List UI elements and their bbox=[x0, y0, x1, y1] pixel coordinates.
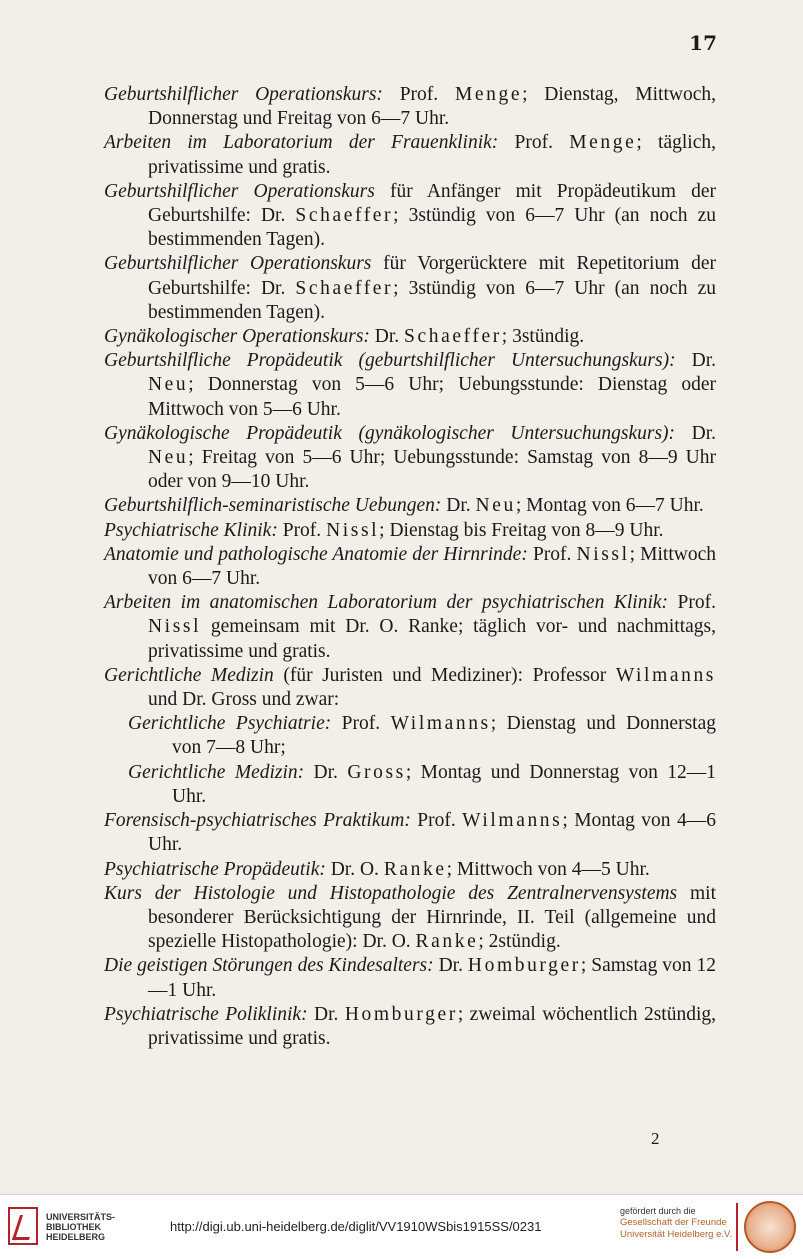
lecturer-name: Schaeffer bbox=[295, 205, 394, 227]
course-title: Arbeiten im anatomischen Laboratorium der psychiatrischen Klinik: bbox=[104, 592, 669, 614]
sponsor-name-line: Universität Heidelberg e.V. bbox=[620, 1229, 733, 1240]
course-subentry bbox=[128, 712, 716, 760]
library-name-line: UNIVERSITÄTS- bbox=[46, 1212, 116, 1222]
library-name-line: HEIDELBERG bbox=[46, 1232, 106, 1242]
course-schedule: ; 3stündig von 6—7 Uhr (an noch zu bestimmenden Tagen). bbox=[148, 205, 716, 251]
course-schedule: ; Samstag von 12—1 Uhr. bbox=[148, 955, 716, 1001]
course-schedule: ; Donnerstag von 5—6 Uhr; Uebungsstunde: Dienstag oder Mittwoch von 5—6 Uhr. bbox=[148, 374, 716, 420]
course-details: für Anfänger mit Propädeutikum der Geburtshilfe: Dr. bbox=[148, 180, 716, 227]
course-title: Psychiatrische Poliklinik: bbox=[104, 1003, 308, 1025]
course-entry bbox=[104, 180, 716, 253]
course-entry bbox=[104, 252, 716, 325]
course-schedule: ; Montag von 6—7 Uhr. bbox=[515, 495, 704, 517]
lecturer-name: Schaeffer bbox=[295, 277, 394, 299]
course-details: Prof. bbox=[527, 543, 577, 565]
signature-mark: 2 bbox=[651, 1129, 660, 1148]
course-entry bbox=[104, 858, 716, 882]
course-title: Gerichtliche Medizin: bbox=[128, 761, 305, 783]
lecturer-name: Gross bbox=[347, 761, 406, 783]
lecturer-name: Homburger bbox=[344, 1003, 458, 1025]
course-details: Prof. bbox=[410, 810, 463, 832]
course-schedule: ; täglich, privatissime und gratis. bbox=[148, 132, 716, 178]
course-title: Gynäkologischer Operationskurs: bbox=[104, 326, 370, 348]
course-details: Prof. bbox=[382, 84, 455, 105]
course-subentry bbox=[128, 761, 716, 809]
course-title: Kurs der Histologie und Histopathologie des Zentralnervensystems bbox=[104, 882, 678, 904]
course-listing bbox=[104, 83, 716, 1051]
course-entry bbox=[104, 543, 716, 591]
lecturer-name: Neu bbox=[475, 495, 516, 517]
course-details: Dr. bbox=[433, 955, 468, 977]
course-entry bbox=[104, 422, 716, 495]
course-schedule: ; 3stündig. bbox=[501, 326, 585, 348]
course-entry bbox=[104, 1003, 716, 1051]
lecturer-name: Homburger bbox=[467, 955, 581, 977]
course-entry bbox=[104, 519, 716, 543]
course-schedule: ; Freitag von 5—6 Uhr; Uebungsstunde: Samstag von 8—9 Uhr oder von 9—10 Uhr. bbox=[148, 447, 716, 493]
course-title: Anatomie und pathologische Anatomie der Hirnrinde: bbox=[104, 543, 528, 565]
permalink-url[interactable]: http://digi.ub.uni-heidelberg.de/diglit/VV1910WSbis1915SS/0231 bbox=[170, 1219, 542, 1234]
lecturer-name: Wilmanns bbox=[462, 810, 563, 832]
course-details: Prof. bbox=[668, 592, 716, 614]
course-schedule: ; Dienstag und Donnerstag von 7—8 Uhr; bbox=[172, 713, 716, 759]
course-schedule: ; 2stündig. bbox=[478, 931, 561, 953]
course-entry bbox=[104, 325, 716, 349]
course-entry bbox=[104, 809, 716, 857]
page-number: 17 bbox=[689, 31, 717, 55]
course-title: Psychiatrische Klinik: bbox=[104, 519, 278, 541]
course-title: Gerichtliche Medizin bbox=[104, 664, 274, 686]
course-details: Dr. bbox=[304, 761, 348, 783]
course-schedule: gemeinsam mit Dr. O. Ranke; täglich vor- und nachmittags, privatissime und gratis. bbox=[148, 616, 716, 662]
course-title: Geburtshilflicher Operationskurs: bbox=[104, 84, 383, 105]
course-title: Arbeiten im Laboratorium der Frauenklinik: bbox=[104, 132, 499, 154]
course-schedule: ; Montag und Donnerstag von 12—1 Uhr. bbox=[172, 761, 716, 807]
course-title: Psychiatrische Propädeutik: bbox=[104, 858, 326, 880]
course-details: Dr. O. bbox=[325, 858, 384, 880]
course-details: mit besonderer Berücksichtigung der Hirnrinde, II. Teil (allgemeine und spezielle Histopathologie): Dr. O. bbox=[148, 882, 716, 953]
course-entry bbox=[104, 882, 716, 955]
course-details: Prof. bbox=[498, 132, 570, 154]
course-entry bbox=[104, 954, 716, 1002]
course-title: Forensisch-psychiatrisches Praktikum: bbox=[104, 810, 411, 832]
lecturer-name: Menge bbox=[569, 132, 637, 154]
lecturer-name: Nissl bbox=[326, 519, 380, 541]
course-schedule: ; Dienstag, Mittwoch, Donnerstag und Freitag von 6—7 Uhr. bbox=[148, 84, 716, 130]
course-schedule: und Dr. Gross und zwar: bbox=[148, 689, 340, 711]
library-name bbox=[46, 1212, 115, 1242]
lecturer-name: Wilmanns bbox=[615, 664, 716, 686]
course-details: für Vorgerücktere mit Repetitorium der Geburtshilfe: Dr. bbox=[148, 253, 716, 299]
course-schedule: ; Mittwoch von 4—5 Uhr. bbox=[446, 858, 650, 880]
course-entry bbox=[104, 664, 716, 712]
lecturer-name: Neu bbox=[148, 374, 189, 396]
lecturer-name: Schaeffer bbox=[404, 326, 502, 348]
course-title: Geburtshilfliche Propädeutik (geburtshilflicher Untersuchungskurs): bbox=[104, 350, 676, 372]
course-details: (für Juristen und Mediziner): Professor bbox=[273, 664, 616, 686]
course-schedule: ; Mittwoch von 6—7 Uhr. bbox=[148, 543, 716, 590]
university-library-logo-icon[interactable] bbox=[8, 1207, 38, 1245]
course-entry bbox=[104, 83, 716, 131]
course-entry bbox=[104, 591, 716, 664]
lecturer-name: Wilmanns bbox=[390, 713, 491, 735]
course-details: Dr. bbox=[675, 350, 717, 372]
course-details: Dr. bbox=[369, 326, 405, 348]
lecturer-name: Menge bbox=[454, 84, 523, 105]
course-schedule: ; zweimal wöchentlich 2stündig, privatissime und gratis. bbox=[148, 1003, 716, 1049]
sponsor-credit bbox=[620, 1205, 732, 1241]
course-title: Gerichtliche Psychiatrie: bbox=[128, 713, 332, 735]
course-title: Gynäkologische Propädeutik (gynäkologischer Untersuchungskurs): bbox=[104, 422, 676, 444]
lecturer-name: Neu bbox=[148, 447, 189, 469]
lecturer-name: Nissl bbox=[576, 543, 630, 565]
footer-bar bbox=[0, 1194, 803, 1259]
course-title: Geburtshilflicher Operationskurs bbox=[104, 253, 372, 275]
course-details: Dr. bbox=[441, 495, 476, 517]
divider bbox=[736, 1203, 738, 1251]
course-title: Geburtshilflich-seminaristische Uebungen: bbox=[104, 495, 442, 517]
sponsor-name-line: Gesellschaft der Freunde bbox=[620, 1217, 727, 1228]
course-title: Geburtshilflicher Operationskurs bbox=[104, 180, 375, 202]
lecturer-name: Nissl bbox=[148, 616, 202, 638]
course-entry bbox=[104, 131, 716, 179]
course-details: Dr. bbox=[307, 1003, 345, 1025]
course-schedule: ; 3stündig von 6—7 Uhr (an noch zu bestimmenden Tagen). bbox=[148, 277, 716, 323]
course-details: Prof. bbox=[277, 519, 327, 541]
course-schedule: ; Dienstag bis Freitag von 8—9 Uhr. bbox=[379, 519, 664, 541]
society-seal-icon[interactable] bbox=[744, 1201, 796, 1253]
sponsor-label: gefördert durch die bbox=[620, 1206, 696, 1216]
library-name-line: BIBLIOTHEK bbox=[46, 1222, 101, 1232]
course-title: Die geistigen Störungen des Kindesalters: bbox=[104, 955, 434, 977]
course-entry bbox=[104, 494, 716, 518]
course-entry bbox=[104, 349, 716, 422]
course-details: Prof. bbox=[331, 713, 391, 735]
lecturer-name: Ranke bbox=[383, 858, 447, 880]
course-schedule: ; Montag von 4—6 Uhr. bbox=[148, 810, 716, 856]
lecturer-name: Ranke bbox=[415, 931, 479, 953]
course-details: Dr. bbox=[675, 422, 716, 444]
